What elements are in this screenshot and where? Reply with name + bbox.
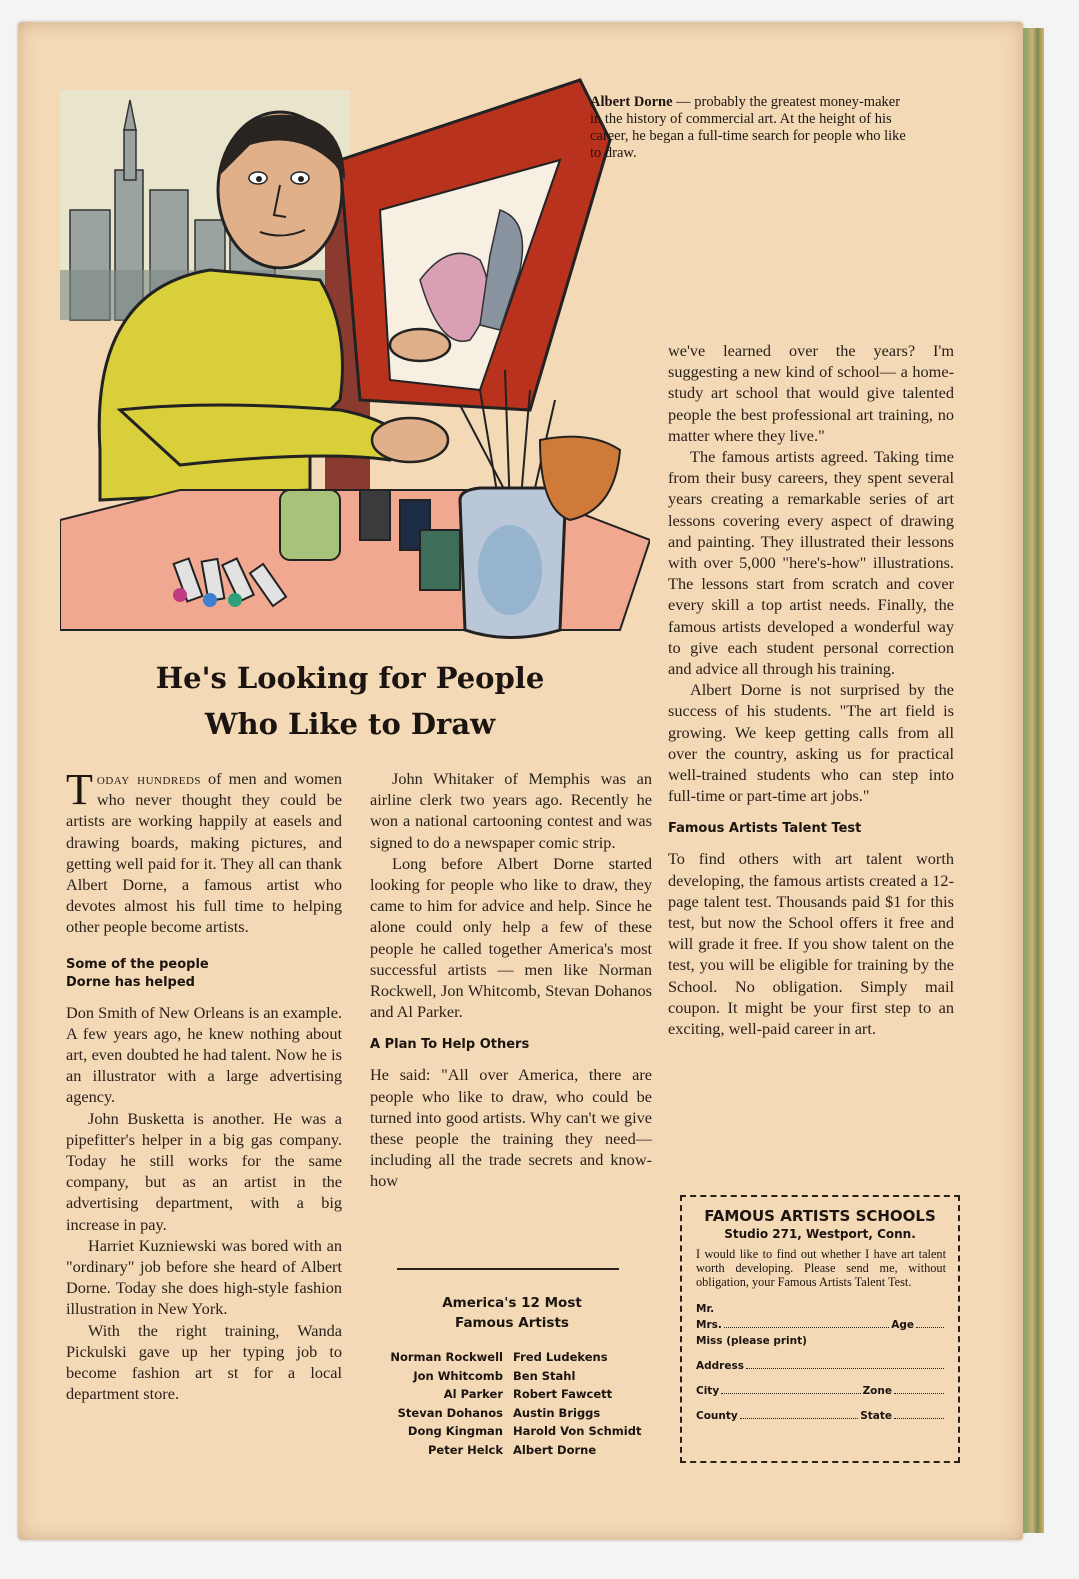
field-label: City: [696, 1385, 720, 1397]
field-address[interactable]: [696, 1356, 946, 1372]
field-miss[interactable]: [696, 1331, 946, 1347]
fill-line: [894, 1393, 944, 1394]
drop-cap: T: [66, 765, 93, 814]
paragraph-harriet-kuzniewski: Harriet Kuzniewski was bored with an "ordinary" job before she heard of Albert Dorne. Today she does high-style fashion illustration in New York.: [66, 1235, 342, 1319]
artist-row: [370, 1404, 670, 1423]
headline-line-1: He's Looking for People: [155, 661, 545, 695]
artist-name: Albert Dorne: [513, 1442, 597, 1457]
divider-rule: [397, 1268, 619, 1270]
subhead-people-helped-line-1: Some of the people: [66, 956, 209, 972]
field-label: State: [860, 1410, 892, 1422]
fill-line: [894, 1418, 944, 1419]
coupon-title: FAMOUS ARTISTS SCHOOLS: [704, 1207, 936, 1225]
fill-line: [721, 1393, 860, 1394]
field-label: Address: [696, 1360, 744, 1372]
paragraph-long-before: Long before Albert Dorne started looking for people who like to draw, they came to him for advice and help. Since he alone could only help a few of these people he called together America's most successful artists — men like Norman Rockwell, Jon Whitcomb, Stevan Dohanos and Al Parker.: [370, 853, 652, 1022]
intro-paragraph: [66, 765, 343, 938]
artist-row: [370, 1441, 670, 1460]
paragraph-continued: we've learned over the years? I'm suggesting a new kind of school— a home-study art school that would give talented people the best professional art training, no matter where they live.": [668, 341, 954, 445]
artist-name: Stevan Dohanos: [397, 1405, 503, 1420]
subhead-people-helped-line-2: Dorne has helped: [66, 974, 195, 990]
field-city[interactable]: [696, 1381, 946, 1397]
artists-box-title: [380, 1293, 644, 1333]
artist-row: [370, 1367, 670, 1386]
artist-name: Jon Whitcomb: [413, 1368, 503, 1383]
coupon-fields: [696, 1299, 946, 1422]
subhead-talent-test: Famous Artists Talent Test: [668, 821, 862, 837]
artist-row: [370, 1422, 670, 1441]
headline-line-2: Who Like to Draw: [204, 707, 496, 741]
caption-text: — probably the greatest money-maker in the history of commercial art. At the height of his career, he began a full-time search for people who like to draw.: [590, 94, 906, 161]
field-label: Zone: [862, 1385, 892, 1397]
paragraph-wanda-pickulski: With the right training, Wanda Pickulski gave up her typing job to become fashion art st for a local department store.: [66, 1320, 342, 1404]
field-label: Miss (please print): [696, 1335, 807, 1347]
intro-smallcaps: oday hundreds: [96, 769, 202, 788]
artist-row: [370, 1348, 670, 1367]
article-column-1: [66, 765, 343, 1404]
headline: [70, 655, 630, 747]
intro-text: of men and women who never thought they could be artists are working happily at easels and drawing boards, making pictures, and getting well paid for it. They all can thank Albert Dorne, a famous artist who devotes almost his full time to helping other people become artists.: [66, 769, 343, 937]
field-label: Mrs.: [696, 1319, 722, 1331]
article-column-3: [668, 340, 954, 1039]
paragraph-he-said: He said: "All over America, there are people who like to draw, who could be turned into good artists. Why can't we give these people the training they need—including all the trade secrets and know-how: [370, 1065, 652, 1191]
fill-line: [916, 1327, 944, 1328]
coupon-body: I would like to find out whether I have art talent worth developing. Please send me, without obligation, your Famous Artists Talent Test.: [696, 1247, 946, 1289]
coupon-studio: Studio 271, Westport, Conn.: [724, 1227, 916, 1241]
field-label: County: [696, 1410, 738, 1422]
illustration-caption: [590, 94, 910, 162]
artist-name: Al Parker: [443, 1387, 503, 1401]
artist-name: Harold Von Schmidt: [513, 1424, 642, 1438]
artist-name: Peter Helck: [427, 1442, 503, 1457]
artist-name: Robert Fawcett: [513, 1387, 613, 1401]
artist-illustration: [60, 70, 650, 650]
paragraph-artists-agreed: The famous artists agreed. Taking time from their busy careers, they spent several years creating a remarkable series of art lessons covering every aspect of drawing and painting. They illustrated their lessons with over 5,000 "here's-how" illustrations. The lessons start from scratch and cover every skill a top artist needs. Finally, the famous artists developed a wonderful way to give each student personal correction and advice all through his training.: [668, 447, 954, 679]
paragraph-talent-test: To find others with art talent worth developing, the famous artists created a 12-page talent test. Thousands paid $1 for this test, but now the School offers it free and will grade it free. If you show talent on the test, you will be eligible for training by the School. No obligation. Simply mail coupon. It might be your first step to an exciting, well-paid career in art.: [668, 849, 954, 1039]
artist-name: Norman Rockwell: [390, 1350, 503, 1364]
fill-line: [724, 1327, 889, 1328]
artists-title-line-1: America's 12 Most: [442, 1295, 582, 1311]
field-label: Age: [891, 1319, 914, 1331]
paragraph-john-busketta: John Busketta is another. He was a pipefitter's helper in a big gas company. Today he still works for the same company, but as an artist in the advertising department, with a big increase in pay.: [66, 1108, 342, 1234]
paragraph-not-surprised: Albert Dorne is not surprised by the success of his students. "The art field is growing. We keep getting calls from all over the country, asking us for practical well-trained students who can step into full-time or part-time art jobs.": [668, 680, 954, 806]
artist-row: [370, 1385, 670, 1404]
paragraph-don-smith: Don Smith of New Orleans is an example. A few years ago, he knew nothing about art, even doubted he had talent. Now he is an illustrator with a large advertising agency.: [66, 1002, 342, 1107]
artist-name: Austin Briggs: [513, 1405, 601, 1420]
fill-line: [746, 1368, 944, 1369]
field-mr[interactable]: [696, 1299, 946, 1315]
field-mrs[interactable]: [696, 1315, 946, 1331]
field-label: Mr.: [696, 1303, 715, 1315]
field-county[interactable]: [696, 1406, 946, 1422]
artists-title-line-2: Famous Artists: [455, 1315, 569, 1331]
artists-list: [370, 1348, 670, 1459]
artist-name: Dong Kingman: [407, 1424, 503, 1438]
mail-coupon[interactable]: [680, 1195, 960, 1463]
subhead-plan-to-help: A Plan To Help Others: [370, 1037, 530, 1053]
article-column-2: [370, 768, 652, 1192]
caption-name: Albert Dorne: [590, 94, 673, 110]
artist-name: Ben Stahl: [513, 1368, 576, 1383]
paragraph-john-whitaker: John Whitaker of Memphis was an airline clerk two years ago. Recently he won a national cartooning contest and was signed to do a newspaper comic strip.: [370, 769, 652, 852]
artist-name: Fred Ludekens: [513, 1350, 608, 1364]
fill-line: [740, 1418, 858, 1419]
